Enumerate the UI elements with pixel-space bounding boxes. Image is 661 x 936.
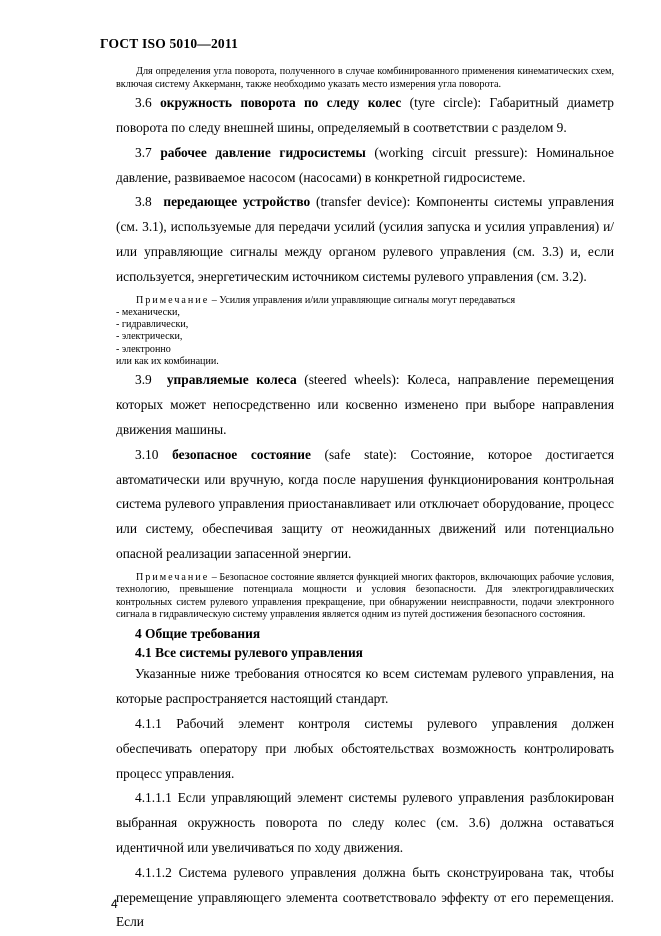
term: рабочее давление гидросистемы bbox=[160, 144, 366, 160]
section-heading-4-1: 4.1 Все системы рулевого управления bbox=[135, 645, 363, 661]
definition-text: (transfer device): Компоненты системы управления (см. 3.1), используемые для передачи усилий (усилия запуска и усилия управления) и/или управляющие сигналы между органом рулевого управления (см. 3.3) и, если используется, энергетическим источником системы рулевого управления (см. 3.2). bbox=[116, 194, 614, 284]
clause-number: 3.10 bbox=[135, 446, 159, 462]
clause-number: 3.6 bbox=[135, 95, 152, 111]
definition-3-8 bbox=[116, 190, 614, 289]
note-list-item: или как их комбинации. bbox=[116, 356, 219, 368]
definition-text: (safe state): Состояние, которое достигается автоматически или вручную, когда после нарушения функционирования контрольная система рулевого управления приостанавливает или отключает оборудование, процесс или систему, обеспечивая защиту от неожиданных движений или потенциально опасной реализации запасенной энергии. bbox=[116, 446, 614, 561]
paragraph-4-1-1: 4.1.1 Рабочий элемент контроля системы рулевого управления должен обеспечивать оператору при любых обстоятельствах возможность контролировать процесс управления. bbox=[116, 715, 614, 781]
clause-number: 3.8 bbox=[135, 194, 152, 210]
paragraph-4-1-1-2: 4.1.1.2 Система рулевого управления должна быть сконструирована так, чтобы перемещение управляющего элемента соответствовало эффекту от его перемещения. Если bbox=[116, 864, 614, 930]
definition-3-6 bbox=[116, 91, 614, 141]
definition-text: (steered wheels): Колеса, направление перемещения которых может непосредственно или косвенно изменено при выборе направления движения машины. bbox=[116, 372, 614, 437]
definition-3-9 bbox=[116, 368, 614, 442]
note-list-item: - электронно bbox=[116, 343, 171, 355]
clause-number: 3.9 bbox=[135, 372, 152, 388]
page-content bbox=[116, 66, 614, 935]
section-heading-4: 4 Общие требования bbox=[135, 626, 261, 642]
definition-text: (tyre circle): Габаритный диаметр поворота по следу внешней шины, определяемый в соответствии с разделом 9. bbox=[116, 95, 614, 135]
note-label: Примечание bbox=[136, 294, 210, 306]
note-text: – Безопасное состояние является функцией многих факторов, включающих рабочие условия, технологию, превышение потенциала мощности и условия безопасности. Для электрогидравлических контрольных систем рулевого управления прекращение, при обнаружении неисправности, подачи электронного сигнала в гидравлическую систему управления является одним из путей достижения безопасного состояния. bbox=[116, 571, 614, 620]
note-safe-state bbox=[116, 572, 614, 622]
note-list-item: - механически, bbox=[116, 306, 180, 318]
paragraph-4-1-1-1: 4.1.1.1 Если управляющий элемент системы рулевого управления разблокирован выбранная окружность поворота по следу колес (см. 3.6) должна оставаться идентичной или увеличиваться по ходу движения. bbox=[116, 790, 614, 855]
note-label: Примечание bbox=[136, 571, 210, 583]
paragraph-intro: Указанные ниже требования относятся ко всем системам рулевого управления, на которые распространяется настоящий стандарт. bbox=[116, 666, 614, 707]
definition-3-7 bbox=[116, 141, 614, 191]
note-intro: – Усилия управления и/или управляющие сигналы могут передаваться bbox=[211, 294, 516, 306]
note-list-item: - гидравлически, bbox=[116, 319, 189, 331]
preface-note: Для определения угла поворота, полученного в случае комбинированного применения кинематических схем, включая систему Аккерманн, также необходимо указать место измерения угла поворота. bbox=[116, 66, 614, 90]
definition-3-10 bbox=[116, 443, 614, 567]
term: управляемые колеса bbox=[166, 372, 297, 388]
note-transfer-device bbox=[116, 295, 614, 369]
term: безопасное состояние bbox=[172, 446, 311, 462]
term: окружность поворота по следу колес bbox=[160, 95, 402, 111]
document-header: ГОСТ ISO 5010—2011 bbox=[100, 36, 239, 51]
term: передающее устройство bbox=[163, 194, 311, 210]
definition-text: (working circuit pressure): Номинальное давление, развиваемое насосом (насосами) в конкретной гидросистеме. bbox=[116, 144, 614, 185]
page-number: 4 bbox=[111, 897, 118, 911]
clause-number: 3.7 bbox=[135, 144, 152, 160]
note-list-item: - электрически, bbox=[116, 331, 183, 343]
